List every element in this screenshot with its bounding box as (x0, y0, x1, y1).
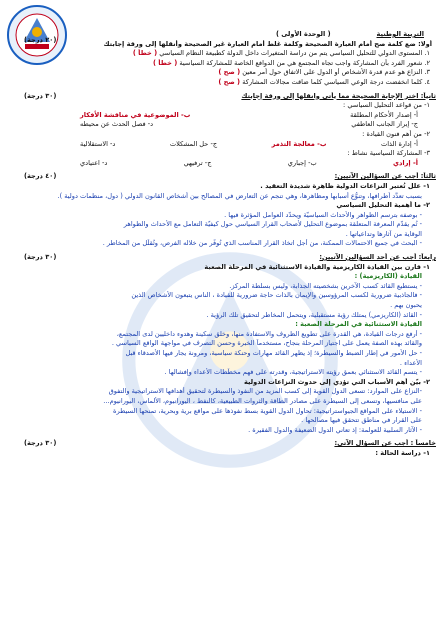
tf-item: ٢. شعور الفرد بأن المشاركة واجب تجاه المجتمع هي من الدوافع الخاصة للمشاركة السياسية ( خطأ ) (152, 58, 430, 67)
part-two (10, 92, 436, 169)
mcq-options (10, 159, 436, 169)
essay-answer-line: - الاستيلاء على المواقع الجيواستراتيجية: تحاول الدول القوية بسط نفوذها على مواقع برية وبحرية، تمنحها السيطرة (113, 406, 422, 415)
mcq-options (10, 140, 436, 150)
essay-answer-line: - تُم يقدّم المعرفة المتعلقة بموضوع التحليل لأصحاب القرار السياسي حول كيفيّة التعامل مع الأحداث والظواهر (123, 220, 422, 229)
part-four-score: (٣٠ درجة) (24, 253, 57, 262)
mcq-question: ١- من قواعد التحليل السياسي : (343, 101, 430, 110)
essay-answer-line: -النزاع على الموارد: تسعى الدول القوية إلى كسب المزيد من النفوذ والسيطرة لتحقيق أهدافها الاستراتيجية والتفوق (108, 387, 422, 396)
part-one-score: (٢٠ درجة) (24, 35, 57, 44)
essay-question: ١- دراسة الحالة : (375, 448, 430, 457)
mcq-question: ٣- المشاركة السياسية نشاط : (347, 149, 430, 158)
exam-header (10, 30, 436, 40)
tf-item: ٣. النزاع هو عدم قدرة الأشخاص أو الدول على الاتفاق حول أمر معين ( صح ) (218, 68, 430, 77)
mcq-option: د- اعتيادي (80, 158, 108, 167)
essay-answer-line: - الآثار السلبية للعولمة: إذ تعاني الدول الضعيفة والدول الفقيرة . (248, 425, 422, 434)
part-one-intro: أولا: ضع كلمة صح أمام العبارة الصحيحة وكلمة غلط أمام العبارة غير الصحيحة وأنقلها إلى ورقة إجابتك (103, 39, 432, 48)
part-four-intro: رابعاً: أجب عن أحد السؤالين الآتيين: (319, 253, 436, 262)
tf-item: ١. المستوى الدولي للتحليل السياسي يتم من دراسة المتغيرات داخل الدولة كطبيعة النظام السياسي ( خطأ ) (132, 49, 430, 58)
essay-question: ١- علل تُعتبر النزاعات الدولية ظاهرة شديدة التعقيد . (260, 181, 430, 190)
part-three-score: (٤٠ درجة) (24, 172, 57, 181)
mcq-option-correct: أ- إرادي (392, 158, 418, 167)
essay-answer-line: على منافسيها، وتسعى إلى السيطرة على مصادر الطاقة والثروات الطبيعية، كالنفط ، اليورانيوم، الألماس، اليورانيوم... (103, 396, 422, 405)
essay-answer: بسبب تعدُّد أطرافها، وتنوُّع أسبابها ومظاهرها، وهي تنجم عن التعارض في المصالح بين أشخاص القانون الدولي ( دول، منظمات دولية ). (57, 191, 422, 200)
essay-answer-line: على القرار في مناطق تتحقق فيها مصالحها . (301, 416, 422, 425)
section-subtitle: القيادة الاستثنائية في المرحلة الصعبة : (295, 320, 422, 329)
tf-item: ٤. كلما انخفضت درجة الوعي السياسي كلما ضاقت مجالات المشاركة ( صح ) (218, 77, 430, 86)
part-two-intro: ثانياً: اختر الإجابة الصحيحة مما يأتي وانقلها إلى ورقة إجابتك (241, 91, 436, 100)
mcq-question: ٢- من أهم فنون القيادة : (362, 129, 430, 138)
part-five-score: (٣٠ درجة) (24, 439, 57, 448)
mcq-option: ج- ترفيهي (183, 158, 212, 167)
essay-question: ٢- بيّن أهم الأسباب التي تؤدي إلى حدوث النزاعات الدولية (243, 377, 430, 386)
essay-answer-line: - يستطيع القائد كسب الآخرين بشخصيته الجذابة، وليس بسلطة المركز. (229, 281, 422, 290)
essay-question: ١- قارن بين القيادة الكاريزمية والقيادة الاستثنائية في المرحلة الصعبة (204, 262, 430, 271)
mcq-options (10, 111, 436, 121)
essay-answer-line: الوقاية من آثارها وتداعياتها . (345, 229, 422, 238)
essay-answer-line: - بوصفه بترسم الظواهر والأحداث السياسيّة ويحدّد العوامل المؤثرة فيها . (224, 210, 422, 219)
part-four (10, 253, 436, 435)
part-three-intro: ثالثاً: أجب عن السؤالين الآتيين: (334, 172, 436, 181)
mcq-option: ب- إجباري (287, 158, 317, 167)
section-subtitle: القيادة (الكاريزمية) : (354, 272, 422, 281)
mcq-option: د- الاستقلالية (80, 139, 116, 148)
unit-title: ( الوحدة الأولى ) (275, 30, 331, 38)
mcq-option: ج- حل المشكلات (169, 139, 218, 148)
essay-answer-line: - يتسم القائد الاستثنائي بعمق رؤيته الاستراتيجية، وقدرته على فهم مخطّطات الأعداء وإفشالها . (164, 368, 422, 377)
essay-answer-line: - القائد (الكاريزمي) يمتلك رؤية مستقبلية، ويتحمل المخاطر لتحقيق تلك الرؤية . (206, 310, 422, 319)
essay-question: ٢- ما أهمية التحليل السياسي (336, 201, 430, 210)
mcq-options (10, 120, 436, 130)
mcq-option: د- فصل الحدث عن محيطه (80, 120, 154, 129)
essay-answer-line: - فالجاذبية ضرورية لكسب المرؤوسين والإيمان بالذات حاجة ضرورية للقيادة ، الناس يتبعون الأشخاص الذين (131, 291, 422, 300)
essay-answer-line: - البحث في جميع الاحتمالات الممكنة، من أجل اتخاذ القرار المناسب الذي تُوفِّر من خلاله الفرص، وتُقلِّل من المخاطر . (102, 239, 422, 248)
subject-title: التربية الوطنية (376, 30, 424, 38)
part-five (10, 439, 436, 458)
mcq-option: أ- إصدار الأحكام المطلقة (350, 110, 418, 119)
essay-answer-line: والقائد بهذه الصفة يعمل على اجتياز المرحلة بنجاح، مستخدماً الخبرة وحسن التصرف في مواجهة الواقع السياسي . (111, 339, 422, 348)
essay-answer-line: يحبون بهم . (390, 301, 422, 310)
part-two-score: (٣٠ درجة) (24, 91, 57, 100)
mcq-option-correct: ب- معالجة التذمر (271, 139, 327, 148)
essay-answer-line: - أرفع درجات القيادة، هي القدرة على تطويع الظروف والاستفادة منها، وخلق سكينة وهدوء داخليين لدى المجتمع، (116, 329, 422, 338)
part-five-intro: خامساً : أجب عن السؤال الآتي: (334, 439, 436, 448)
mcq-option: ج- إبراز الجانب العاطفي (351, 120, 418, 129)
mcq-option-correct: ب- الموضوعية في مناقشة الأفكار (80, 110, 191, 119)
essay-answer-line: الأعداء . (399, 358, 422, 367)
mcq-option: أ- إدارة الذات (381, 139, 418, 148)
essay-answer-line: - حل الأمور في إطار الضبط والسيطرة؛ إذ يظهر القائد مهارات وحنكة سياسية، ومرونة يجار فيها الأصدقاء قبل (125, 349, 422, 357)
part-one (10, 35, 436, 88)
part-three (10, 172, 436, 249)
